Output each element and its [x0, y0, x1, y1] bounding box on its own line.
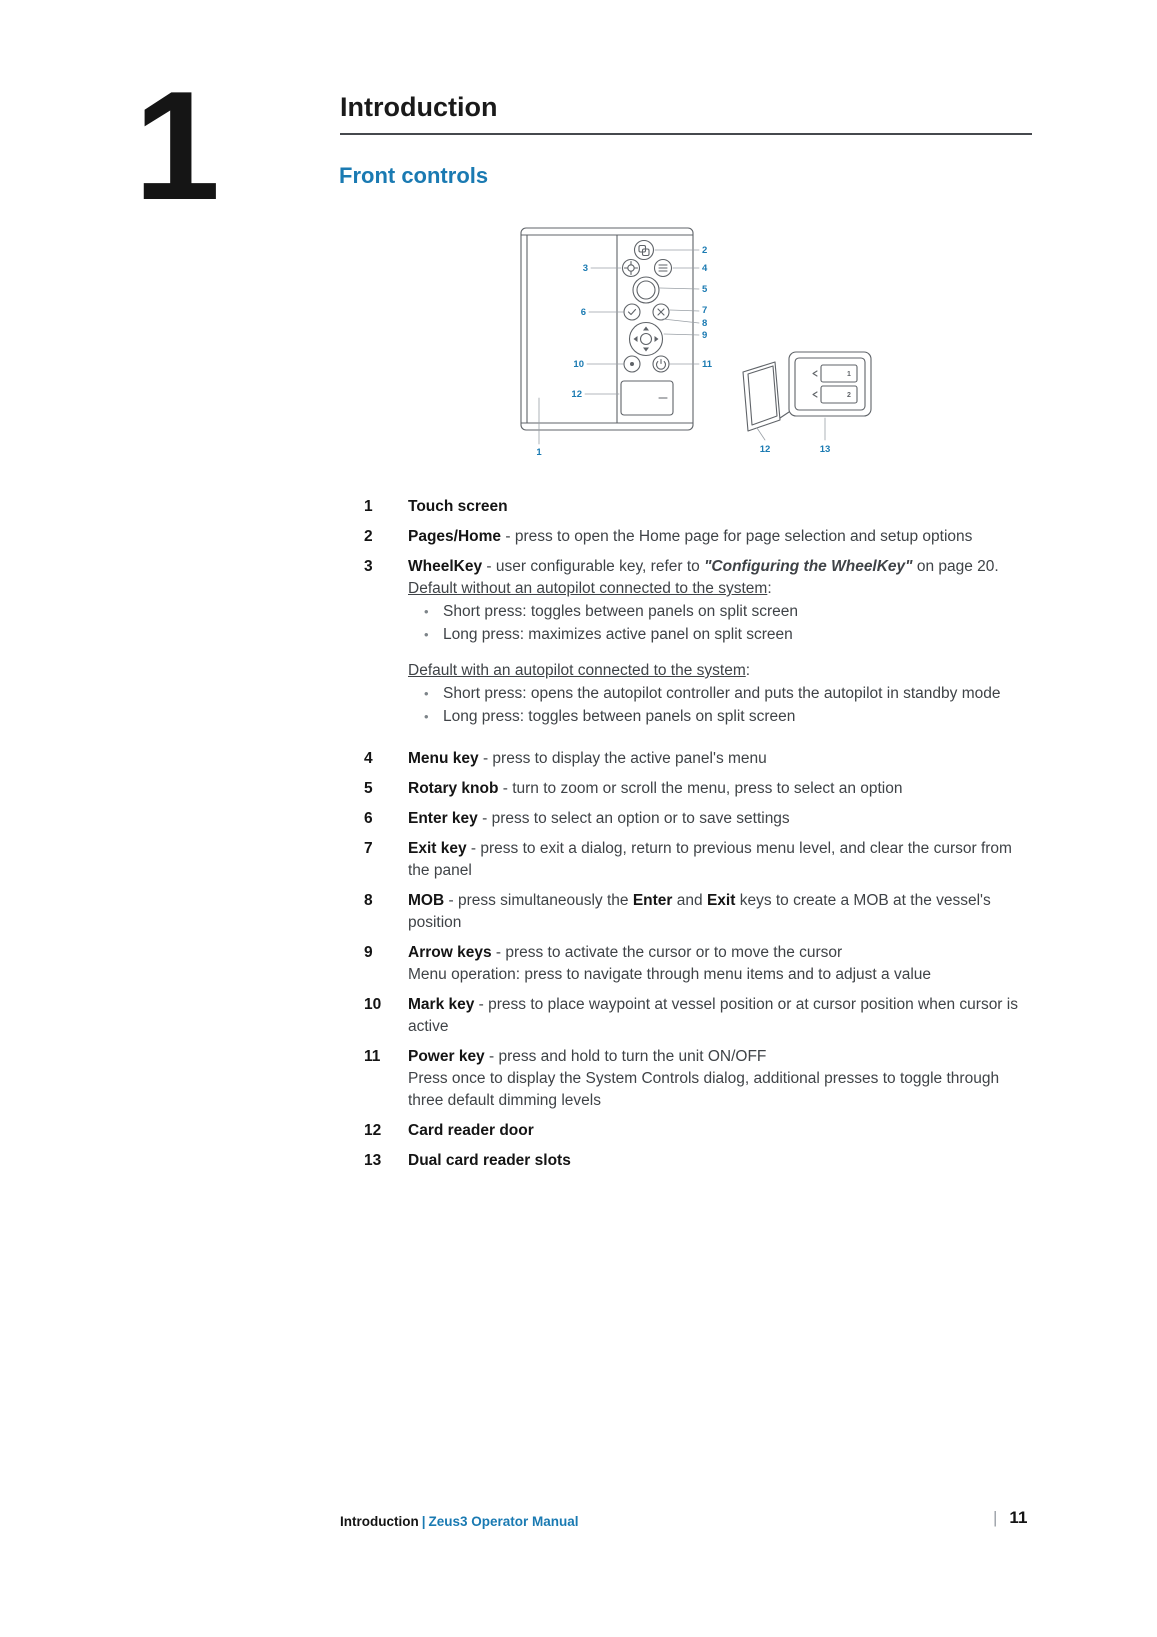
item-desc: - press to place waypoint at vessel position or at cursor position when cursor is active [408, 996, 1018, 1035]
item-desc-line2: Press once to display the System Controls dialog, additional presses to toggle through three default dimming levels [408, 1070, 1000, 1109]
page-title: Introduction [340, 92, 498, 122]
item-desc: Arrow keys - press to activate the cursor or to move the cursor [408, 944, 843, 961]
item-term: Menu key [408, 750, 479, 767]
item-desc: - turn to zoom or scroll the menu, press to select an option [498, 780, 903, 797]
device-body [521, 228, 693, 430]
card-reader-open [743, 352, 871, 431]
title-rule [340, 133, 1032, 135]
item-number: 7 [364, 840, 373, 857]
footer-chapter: Introduction [340, 1514, 419, 1529]
item-term: Mark key [408, 996, 475, 1013]
front-panel-illustration [505, 222, 885, 467]
item-number: 10 [364, 996, 382, 1013]
footer-separator: | [421, 1514, 426, 1529]
callout-1: 1 [536, 447, 542, 458]
callout-10: 10 [573, 359, 584, 370]
item-desc [408, 556, 1023, 578]
item-number: 8 [364, 892, 373, 909]
list-item-wheelkey [364, 556, 1026, 728]
power-key-icon [653, 356, 669, 372]
wheel-key-icon [623, 260, 640, 277]
card-door-closed [621, 381, 673, 415]
menu-key-icon [655, 260, 672, 277]
chapter-number: 1 [134, 59, 217, 232]
item-desc-mid: and [672, 892, 707, 909]
callout-4: 4 [702, 263, 708, 274]
item-number: 1 [364, 498, 373, 515]
item-desc-line2: Menu operation: press to navigate through menu items and to adjust a value [408, 966, 932, 983]
section-title: Front controls [339, 163, 489, 188]
item-desc-pre: - press simultaneously the [444, 892, 633, 909]
list-item-dual-card-reader-slots [364, 1150, 1026, 1172]
item-number: 13 [364, 1152, 382, 1169]
item-desc-post: keys to create a MOB at the vessel's position [408, 892, 991, 931]
item-term: Power key [408, 1048, 485, 1065]
callout-7: 7 [702, 305, 708, 316]
bullet-icon: • [424, 686, 429, 701]
callout-5: 5 [702, 284, 708, 295]
list-item-exit-key [364, 838, 1026, 882]
controls-list [364, 496, 1026, 1180]
item-term: MOB [408, 892, 445, 909]
list-item-touch-screen [364, 496, 1026, 518]
item-term: Arrow keys [408, 944, 492, 961]
bullet-icon: • [424, 627, 429, 642]
bullet-item: • Long press: toggles between panels on split screen [408, 706, 1023, 728]
callout-6: 6 [580, 307, 586, 318]
bullet-item: • Short press: opens the autopilot controller and puts the autopilot in standby mode [408, 683, 1023, 705]
footer-manual-title: Zeus3 Operator Manual [428, 1514, 579, 1529]
list-item-enter-key [364, 808, 1026, 830]
item-term: Exit key [408, 840, 467, 857]
item-term: Card reader door [408, 1122, 534, 1139]
item-term: Pages/Home [408, 528, 502, 545]
item-desc-pre: - user configurable key, refer to [482, 558, 705, 575]
item-term: Dual card reader slots [408, 1152, 571, 1169]
cross-reference: "Configuring the WheelKey" [704, 558, 913, 575]
callout-9: 9 [702, 330, 708, 341]
item-number: 12 [364, 1122, 382, 1139]
bullet-icon: • [424, 709, 429, 724]
list-item-mob [364, 890, 1026, 934]
callout-8: 8 [702, 318, 708, 329]
item-number: 3 [364, 558, 373, 575]
front-controls-diagram [505, 222, 885, 467]
item-desc-post: on page 20. [912, 558, 999, 575]
list-item-rotary-knob [364, 778, 1026, 800]
subheading-no-autopilot: Default without an autopilot connected to the system: [408, 580, 772, 597]
inline-bold-enter: Enter [632, 892, 673, 909]
footer [340, 1514, 579, 1529]
rotary-knob-icon [633, 277, 659, 303]
pages-key-icon [635, 241, 654, 260]
callout-11: 11 [702, 359, 713, 370]
list-item-pages-home [364, 526, 1026, 548]
arrow-pad-icon [630, 323, 663, 356]
callout-lines [539, 250, 825, 444]
list-item-card-reader-door [364, 1120, 1026, 1142]
inline-bold-exit: Exit [706, 892, 736, 909]
callout-12b: 12 [759, 444, 771, 455]
list-item-power-key [364, 1046, 1026, 1112]
item-desc: Power key - press and hold to turn the unit ON/OFF [408, 1048, 767, 1065]
callout-13: 13 [819, 444, 831, 455]
item-desc: - press to select an option or to save settings [477, 810, 790, 827]
list-item-mark-key [364, 994, 1026, 1038]
enter-key-icon [624, 304, 640, 320]
subheading-with-autopilot: Default with an autopilot connected to the system: [408, 662, 751, 679]
list-item-menu-key [364, 748, 1026, 770]
callout-3: 3 [582, 263, 588, 274]
page-number-block [993, 1508, 1027, 1528]
item-number: 2 [364, 528, 373, 545]
item-desc: - press to exit a dialog, return to previous menu level, and clear the cursor from the panel [408, 840, 1012, 879]
exit-key-icon [653, 304, 669, 320]
item-term: Rotary knob [408, 780, 499, 797]
list-item-arrow-keys [364, 942, 1026, 986]
item-term: WheelKey [408, 558, 483, 575]
item-term: Touch screen [408, 498, 508, 515]
item-desc: - press to open the Home page for page selection and setup options [501, 528, 973, 545]
item-term: Enter key [408, 810, 478, 827]
bullet-item: • Short press: toggles between panels on split screen [408, 601, 1023, 623]
bullet-item: • Long press: maximizes active panel on split screen [408, 624, 1023, 646]
page-number-separator: | [993, 1508, 998, 1527]
item-number: 4 [364, 750, 373, 767]
page-number: 11 [1009, 1508, 1028, 1527]
item-number: 11 [364, 1048, 381, 1065]
item-number: 5 [364, 780, 373, 797]
item-number: 9 [364, 944, 373, 961]
callout-2: 2 [702, 245, 708, 256]
callout-12: 12 [571, 389, 582, 400]
item-number: 6 [364, 810, 373, 827]
slot-2-label: 2 [847, 392, 851, 399]
item-desc: - press to display the active panel's menu [478, 750, 767, 767]
bullet-icon: • [424, 604, 429, 619]
mark-key-icon [624, 356, 640, 372]
slot-1-label: 1 [847, 371, 851, 378]
